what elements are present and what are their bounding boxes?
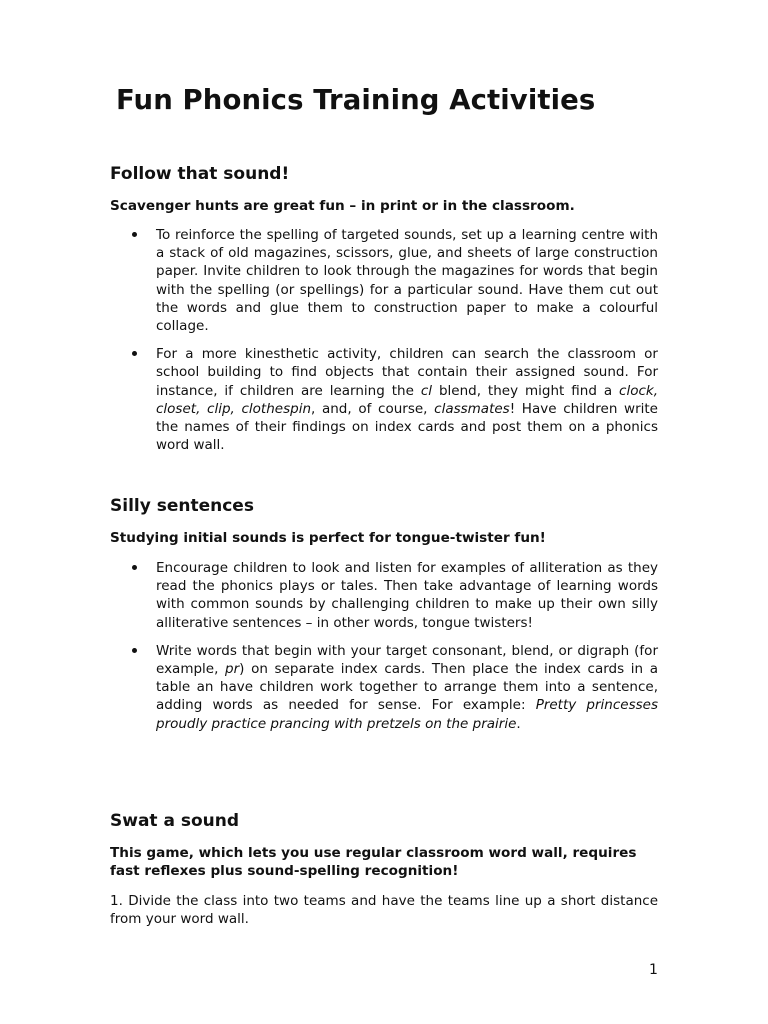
section-heading-follow-that-sound: Follow that sound! [110, 164, 290, 184]
bullet-item [110, 559, 658, 632]
bullet-text [156, 643, 658, 732]
bullet-item [110, 345, 658, 454]
bullet-text [156, 560, 658, 631]
document-title: Fun Phonics Training Activities [116, 84, 596, 116]
text-run: , and, of course, [311, 400, 435, 417]
bullet-list-follow-that-sound [110, 226, 658, 464]
text-run: For a more kinesthetic activity, children can search the classroom or school building to find objects that contain their assigned sound. For instance, if children are learning the [156, 346, 658, 399]
bullet-list-silly-sentences [110, 559, 658, 743]
text-run: Encourage children to look and listen for examples of alliteration as they read the phonics plays or tales. Then take advantage of learning words with common sounds by challenging children to make up their own silly alliterative sentences – in other words, tongue twisters! [156, 560, 658, 631]
section-heading-swat-a-sound: Swat a sound [110, 811, 240, 831]
text-run: ) on separate index cards. Then place the index cards in a table an have children work together to arrange them into a sentence, adding words as needed for sense. For example: [156, 661, 658, 714]
section-intro-silly-sentences: Studying initial sounds is perfect for tongue-twister fun! [110, 530, 546, 546]
italic-text: clock, closet, clip, clothespin [156, 382, 658, 417]
bullet-text [156, 346, 658, 453]
bullet-dot-icon [132, 565, 137, 570]
page-number: 1 [649, 962, 658, 978]
text-run: Write words that begin with your target consonant, blend, or digraph (for example, [156, 642, 658, 678]
italic-text: Pretty princesses proudly practice prancing with pretzels on the prairie [156, 697, 658, 732]
italic-text: pr [225, 661, 240, 678]
bullet-dot-icon [132, 648, 137, 653]
bullet-item [110, 226, 658, 335]
section-intro-follow-that-sound: Scavenger hunts are great fun – in print or in the classroom. [110, 198, 575, 214]
bullet-dot-icon [132, 351, 137, 356]
text-run: To reinforce the spelling of targeted sounds, set up a learning centre with a stack of old magazines, scissors, glue, and sheets of large construction paper. Invite children to look through the magazines for words that begin with the spelling (or spellings) for a particular sound. Have them cut out the words and glue them to construction paper to make a colourful collage. [156, 227, 658, 335]
italic-text: classmates [434, 400, 510, 417]
text-run: blend, they might find a [432, 382, 620, 399]
section-intro-swat-a-sound: This game, which lets you use regular classroom word wall, requires fast reflexes plus sound-spelling recognition! [110, 845, 637, 879]
bullet-item [110, 642, 658, 733]
text-run: ! Have children write the names of their findings on index cards and post them on a phonics word wall. [156, 400, 658, 454]
bullet-text [156, 227, 658, 334]
text-run: . [516, 715, 521, 732]
section-heading-silly-sentences: Silly sentences [110, 496, 254, 516]
italic-text: cl [420, 382, 433, 399]
bullet-dot-icon [132, 232, 137, 237]
numbered-paragraph: 1. Divide the class into two teams and have the teams line up a short distance from your word wall. [110, 893, 658, 928]
